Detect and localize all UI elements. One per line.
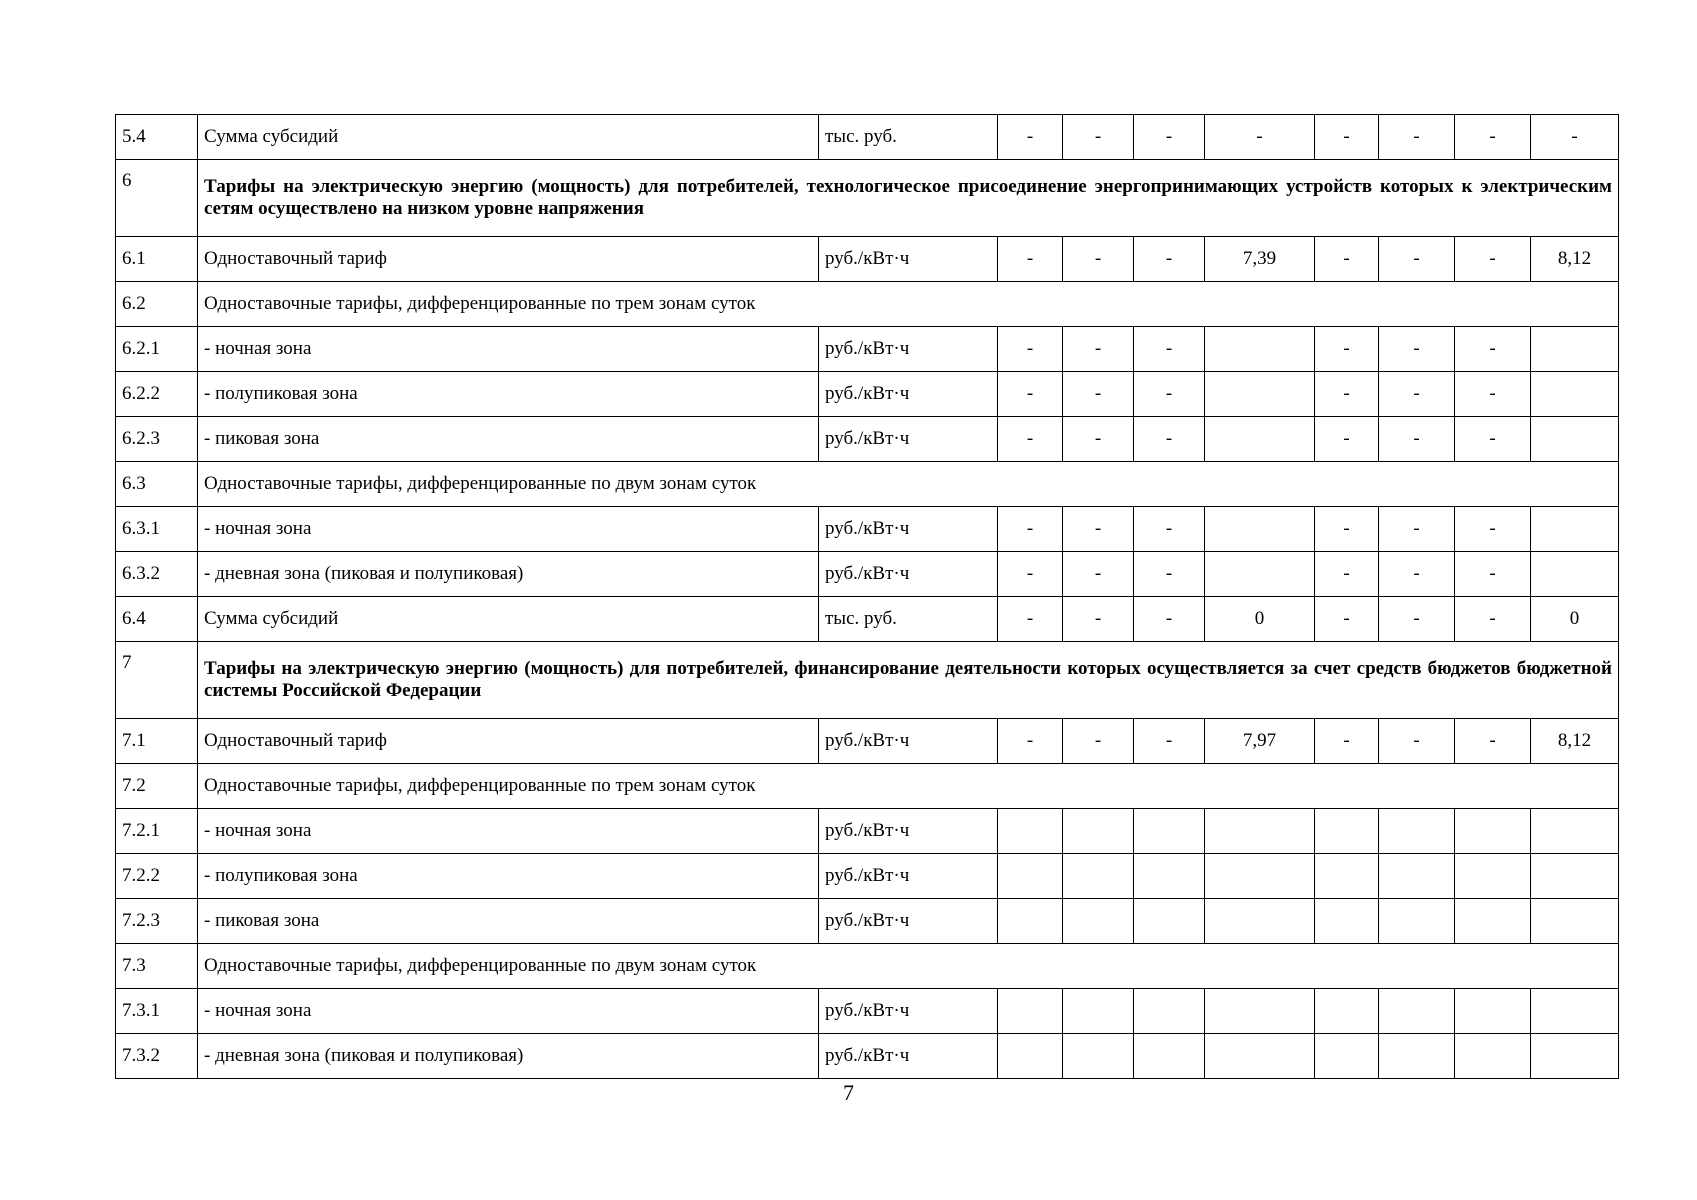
value-cell: -	[1063, 327, 1134, 372]
row-unit: руб./кВт·ч	[819, 237, 998, 282]
value-cell	[998, 899, 1063, 944]
section-title: Тарифы на электрическую энергию (мощность) для потребителей, технологическое присоединение энергопринимающих устройств которых к электрическим сетям осуществлено на низком уровне напряжения	[198, 160, 1619, 237]
group-header-row	[116, 944, 1619, 989]
value-cell: -	[1455, 719, 1531, 764]
row-number: 6.3.2	[116, 552, 198, 597]
value-cell: -	[998, 552, 1063, 597]
row-number: 6.3.1	[116, 507, 198, 552]
value-cell	[1379, 989, 1455, 1034]
value-cell	[1205, 989, 1315, 1034]
value-cell: -	[1315, 372, 1379, 417]
value-cell: -	[998, 507, 1063, 552]
value-cell: -	[1063, 597, 1134, 642]
value-cell	[1531, 1034, 1619, 1079]
value-cell	[1134, 809, 1205, 854]
value-cell	[1063, 809, 1134, 854]
value-cell	[1315, 899, 1379, 944]
value-cell	[1205, 552, 1315, 597]
value-cell	[1531, 809, 1619, 854]
value-cell: -	[1315, 719, 1379, 764]
value-cell: -	[998, 372, 1063, 417]
value-cell	[1531, 899, 1619, 944]
section-header-row	[116, 642, 1619, 719]
row-number: 6	[116, 160, 198, 237]
value-cell	[1134, 854, 1205, 899]
row-name: - пиковая зона	[198, 899, 819, 944]
row-name: - дневная зона (пиковая и полупиковая)	[198, 552, 819, 597]
value-cell	[1205, 809, 1315, 854]
value-cell	[1063, 899, 1134, 944]
row-number: 5.4	[116, 115, 198, 160]
value-cell: -	[1134, 417, 1205, 462]
value-cell	[1134, 1034, 1205, 1079]
table-row	[116, 899, 1619, 944]
row-unit: тыс. руб.	[819, 115, 998, 160]
value-cell: -	[1455, 327, 1531, 372]
row-number: 7.2.3	[116, 899, 198, 944]
row-name: - ночная зона	[198, 809, 819, 854]
section-title: Тарифы на электрическую энергию (мощность) для потребителей, финансирование деятельности которых осуществляется за счет средств бюджетов бюджетной системы Российской Федерации	[198, 642, 1619, 719]
value-cell	[1134, 899, 1205, 944]
row-unit: руб./кВт·ч	[819, 809, 998, 854]
value-cell: -	[1379, 552, 1455, 597]
row-name: - ночная зона	[198, 507, 819, 552]
table-row	[116, 719, 1619, 764]
value-cell: 8,12	[1531, 719, 1619, 764]
value-cell: -	[1134, 552, 1205, 597]
value-cell: -	[1063, 237, 1134, 282]
value-cell	[1205, 417, 1315, 462]
value-cell: -	[1134, 115, 1205, 160]
value-cell	[1315, 809, 1379, 854]
row-number: 7.2.1	[116, 809, 198, 854]
value-cell: -	[1063, 507, 1134, 552]
value-cell	[1531, 327, 1619, 372]
group-title: Одноставочные тарифы, дифференцированные по трем зонам суток	[198, 764, 1619, 809]
row-unit: руб./кВт·ч	[819, 1034, 998, 1079]
row-number: 7.3	[116, 944, 198, 989]
row-number: 7.2	[116, 764, 198, 809]
value-cell: 7,39	[1205, 237, 1315, 282]
value-cell: 0	[1205, 597, 1315, 642]
value-cell: -	[1455, 417, 1531, 462]
value-cell: -	[1063, 372, 1134, 417]
value-cell: -	[1134, 719, 1205, 764]
table-row	[116, 809, 1619, 854]
value-cell: -	[998, 417, 1063, 462]
row-unit: руб./кВт·ч	[819, 372, 998, 417]
value-cell: -	[1379, 597, 1455, 642]
row-name: Сумма субсидий	[198, 597, 819, 642]
table-row	[116, 1034, 1619, 1079]
value-cell: -	[1134, 507, 1205, 552]
value-cell	[998, 809, 1063, 854]
table-row	[116, 989, 1619, 1034]
value-cell: -	[1063, 552, 1134, 597]
value-cell: -	[1315, 417, 1379, 462]
value-cell: -	[1379, 327, 1455, 372]
value-cell	[1205, 899, 1315, 944]
row-unit: руб./кВт·ч	[819, 854, 998, 899]
value-cell: -	[1379, 115, 1455, 160]
value-cell: -	[1315, 597, 1379, 642]
value-cell	[1205, 854, 1315, 899]
value-cell	[1205, 1034, 1315, 1079]
value-cell: 7,97	[1205, 719, 1315, 764]
value-cell	[1531, 854, 1619, 899]
value-cell: 0	[1531, 597, 1619, 642]
value-cell: -	[1455, 115, 1531, 160]
row-number: 6.2.2	[116, 372, 198, 417]
row-name: - ночная зона	[198, 989, 819, 1034]
value-cell	[1063, 854, 1134, 899]
table-row	[116, 115, 1619, 160]
table-row	[116, 854, 1619, 899]
table-row	[116, 552, 1619, 597]
value-cell	[1379, 809, 1455, 854]
value-cell: -	[1063, 115, 1134, 160]
group-header-row	[116, 282, 1619, 327]
value-cell: -	[1315, 237, 1379, 282]
row-name: - ночная зона	[198, 327, 819, 372]
value-cell	[1455, 809, 1531, 854]
row-number: 6.1	[116, 237, 198, 282]
value-cell	[1455, 989, 1531, 1034]
value-cell: -	[1379, 719, 1455, 764]
row-number: 6.3	[116, 462, 198, 507]
row-unit: тыс. руб.	[819, 597, 998, 642]
value-cell	[1205, 507, 1315, 552]
value-cell	[998, 1034, 1063, 1079]
value-cell	[1455, 854, 1531, 899]
section-header-row	[116, 160, 1619, 237]
row-number: 6.2	[116, 282, 198, 327]
row-unit: руб./кВт·ч	[819, 552, 998, 597]
value-cell	[1455, 1034, 1531, 1079]
value-cell: -	[1455, 597, 1531, 642]
value-cell: -	[1455, 552, 1531, 597]
value-cell: -	[1134, 327, 1205, 372]
page-number: 7	[843, 1080, 854, 1105]
value-cell	[1205, 327, 1315, 372]
row-name: - пиковая зона	[198, 417, 819, 462]
value-cell: -	[998, 327, 1063, 372]
value-cell: -	[1134, 597, 1205, 642]
row-name: Одноставочный тариф	[198, 237, 819, 282]
value-cell: -	[1134, 237, 1205, 282]
value-cell	[1379, 899, 1455, 944]
value-cell	[1379, 1034, 1455, 1079]
table-row	[116, 417, 1619, 462]
value-cell: -	[1455, 507, 1531, 552]
value-cell: -	[1379, 237, 1455, 282]
row-unit: руб./кВт·ч	[819, 327, 998, 372]
value-cell: -	[1063, 417, 1134, 462]
row-unit: руб./кВт·ч	[819, 417, 998, 462]
value-cell: -	[1379, 507, 1455, 552]
table-row	[116, 237, 1619, 282]
value-cell	[1315, 854, 1379, 899]
value-cell	[998, 989, 1063, 1034]
value-cell	[1531, 372, 1619, 417]
row-name: - полупиковая зона	[198, 372, 819, 417]
value-cell	[1063, 989, 1134, 1034]
group-title: Одноставочные тарифы, дифференцированные по трем зонам суток	[198, 282, 1619, 327]
value-cell: -	[1134, 372, 1205, 417]
value-cell: -	[1455, 237, 1531, 282]
value-cell: 8,12	[1531, 237, 1619, 282]
value-cell: -	[998, 719, 1063, 764]
group-title: Одноставочные тарифы, дифференцированные по двум зонам суток	[198, 462, 1619, 507]
row-name: Одноставочный тариф	[198, 719, 819, 764]
value-cell: -	[1205, 115, 1315, 160]
row-unit: руб./кВт·ч	[819, 719, 998, 764]
value-cell	[1205, 372, 1315, 417]
row-number: 6.2.1	[116, 327, 198, 372]
row-number: 7.3.1	[116, 989, 198, 1034]
value-cell	[1063, 1034, 1134, 1079]
group-header-row	[116, 764, 1619, 809]
group-title: Одноставочные тарифы, дифференцированные по двум зонам суток	[198, 944, 1619, 989]
table-row	[116, 372, 1619, 417]
value-cell: -	[1455, 372, 1531, 417]
tariff-table	[115, 114, 1619, 1079]
value-cell	[998, 854, 1063, 899]
row-name: - полупиковая зона	[198, 854, 819, 899]
value-cell	[1531, 989, 1619, 1034]
value-cell	[1315, 1034, 1379, 1079]
value-cell	[1531, 417, 1619, 462]
value-cell	[1379, 854, 1455, 899]
value-cell: -	[1315, 552, 1379, 597]
row-number: 7.2.2	[116, 854, 198, 899]
value-cell: -	[1379, 417, 1455, 462]
value-cell: -	[998, 115, 1063, 160]
table-row	[116, 507, 1619, 552]
value-cell: -	[1379, 372, 1455, 417]
value-cell: -	[998, 237, 1063, 282]
value-cell: -	[1531, 115, 1619, 160]
value-cell: -	[1315, 115, 1379, 160]
group-header-row	[116, 462, 1619, 507]
row-number: 7.1	[116, 719, 198, 764]
row-name: Сумма субсидий	[198, 115, 819, 160]
row-number: 7.3.2	[116, 1034, 198, 1079]
row-number: 7	[116, 642, 198, 719]
row-unit: руб./кВт·ч	[819, 899, 998, 944]
value-cell	[1531, 552, 1619, 597]
value-cell: -	[998, 597, 1063, 642]
row-number: 6.2.3	[116, 417, 198, 462]
value-cell	[1455, 899, 1531, 944]
row-number: 6.4	[116, 597, 198, 642]
value-cell: -	[1315, 327, 1379, 372]
table-row	[116, 327, 1619, 372]
value-cell	[1134, 989, 1205, 1034]
value-cell	[1531, 507, 1619, 552]
row-unit: руб./кВт·ч	[819, 989, 998, 1034]
tariff-table-body	[116, 115, 1619, 1079]
value-cell: -	[1315, 507, 1379, 552]
value-cell: -	[1063, 719, 1134, 764]
table-row	[116, 597, 1619, 642]
row-unit: руб./кВт·ч	[819, 507, 998, 552]
value-cell	[1315, 989, 1379, 1034]
row-name: - дневная зона (пиковая и полупиковая)	[198, 1034, 819, 1079]
